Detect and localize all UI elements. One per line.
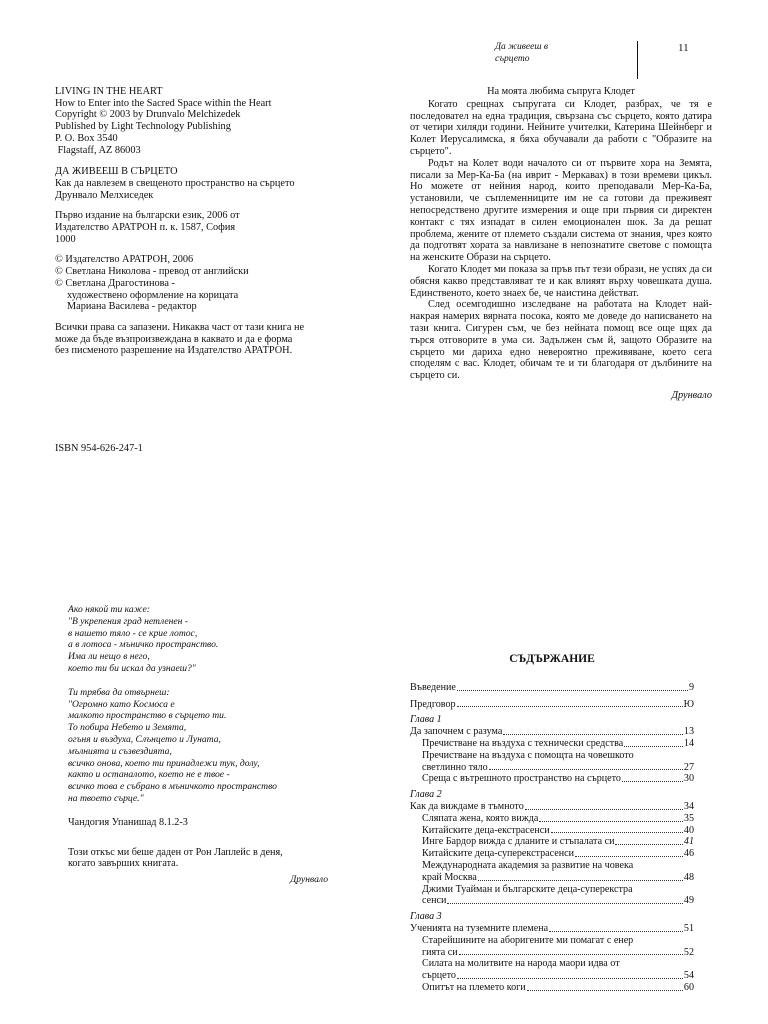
dedication-paragraph: Когато Клодет ми показа за пръв път тези образи, не успях да си обясня какво представляват те и как влияят върху човешката душа. Единственото, което знаех бе, че наистина действат.	[410, 263, 712, 299]
toc-entry-page: 14	[683, 737, 694, 749]
toc-entry-title: Китайските деца-суперекстрасенси	[422, 848, 574, 860]
toc-entry[interactable]	[410, 699, 694, 711]
poem-line: Има ли нещо в него,	[68, 651, 150, 663]
toc-title: СЪДЪРЖАНИЕ	[509, 653, 595, 665]
toc-entry-title-cont: сърцето	[422, 970, 456, 982]
toc-entry-title-cont: гията си	[422, 946, 458, 958]
toc-entry[interactable]	[410, 836, 694, 848]
toc-entry[interactable]	[410, 726, 694, 738]
epigraph-source: Чандогия Упанишад 8.1.2-3	[68, 816, 188, 828]
toc-chapter-label: Глава 3	[410, 911, 442, 923]
epigraph-note-line: Този откъс ми беше даден от Рон Лаплейс в деня,	[68, 846, 283, 858]
toc-entry-page: 30	[683, 773, 694, 785]
isbn: ISBN 954-626-247-1	[55, 443, 143, 454]
toc-entry-page: 41	[683, 836, 694, 848]
poem-line: мълнията и съзвездията,	[68, 745, 172, 757]
copyright-line: 1000	[55, 233, 76, 245]
epigraph	[68, 604, 328, 886]
toc-entry-page: 51	[683, 922, 694, 934]
poem-line: което ти би искал да узнаеш?"	[68, 662, 196, 674]
poem-line: огъня и въздуха, Слънцето и Луната,	[68, 733, 221, 745]
toc-entry-title: Старейшините на аборигените ми помагат с енер	[422, 934, 634, 946]
epigraph-note-line: когато завърших книгата.	[68, 858, 179, 870]
poem-line: а в лотоса - мъничко пространство.	[68, 639, 219, 651]
poem-line: всичко онова, което ти принадлежи тук, долу,	[68, 757, 260, 769]
copyright-line: Издателство АРАТРОН п. к. 1587, София	[55, 222, 236, 234]
copyright-line: Flagstaff, AZ 86003	[55, 144, 141, 156]
dedication-signature: Друнвало	[671, 389, 712, 401]
toc-entry-page: 9	[688, 681, 694, 693]
copyright-line: Как да навлезем в свещеното пространство на сърцето	[55, 177, 295, 189]
toc-entry[interactable]	[410, 982, 694, 994]
copyright-block	[55, 86, 345, 357]
toc-entry-page: 13	[683, 726, 694, 738]
rights-line: Всички права са запазени. Никаква част от тази книга не	[55, 321, 305, 333]
toc-entry-page: 49	[683, 895, 694, 907]
copyright-line: художествено оформление на корицата	[67, 289, 239, 301]
toc-entry-title: Силата на молитвите на народа маори идва от	[422, 958, 620, 970]
toc-chapter-label: Глава 1	[410, 714, 442, 726]
toc-entry-title: Пречистване на въздуха с технически средства	[422, 737, 624, 749]
toc-entry-title: Пречистване на въздуха с помощта на човешкото	[422, 749, 634, 761]
toc-entry-page: 46	[683, 848, 694, 860]
toc-entry[interactable]	[410, 935, 694, 959]
rights-line: без писменото разрешение на Издателство АРАТРОН.	[55, 345, 293, 357]
toc-entry[interactable]	[410, 958, 694, 982]
poem-line: То побира Небето и Земята,	[68, 722, 187, 734]
toc-entry-page: 34	[683, 800, 694, 812]
running-title-line-2: сърцето	[495, 54, 530, 64]
copyright-line: Мариана Василева - редактор	[67, 301, 197, 313]
toc-entry-title-cont: светлинно тяло	[422, 761, 488, 773]
copyright-line: Първо издание на български език, 2006 от	[55, 210, 240, 222]
dedication-paragraph: След осемгодишно изследване на работата на Клодет най-накрая намерих вярната посока, която ме доведе до написването на тази книга. Сигурен съм, че без нейната помощ все още щях да търся отговорите в ума си. Задължен съм й, защото Образите на сърцето ми дариха едно невероятно преживяване, което сега споделям с вас. Клодет, обичам те и ти благодаря от дълбините на сърцето си.	[410, 299, 712, 382]
copyright-line: Published by Light Technology Publishing	[55, 121, 231, 133]
toc-chapter-label: Глава 2	[410, 789, 442, 801]
copyright-line: © Светлана Драгостинова -	[55, 277, 175, 289]
toc-entry-page: 40	[683, 824, 694, 836]
poem-line: Ти трябва да отвърнеш:	[68, 686, 170, 698]
page-number: 11	[678, 42, 689, 54]
running-title	[495, 41, 625, 65]
toc-entry-page: 54	[683, 970, 694, 982]
toc-entry-title-cont: край Москва	[422, 871, 477, 883]
running-title-line-1: Да живееш в	[495, 42, 548, 52]
toc-entry[interactable]	[410, 860, 694, 884]
toc-entry-title: Как да виждаме в тъмното	[410, 800, 524, 812]
toc-entry-title: Въведение	[410, 681, 456, 693]
rights-line: може да бъде възпроизвеждана в каквато и да е форма	[55, 333, 293, 345]
dedication	[410, 86, 712, 402]
copyright-line: ДА ЖИВЕЕШ В СЪРЦЕТО	[55, 166, 178, 178]
toc-entry-title: Джими Туайман и българските деца-суперекстра	[422, 883, 633, 895]
toc-entry[interactable]	[410, 884, 694, 908]
dedication-paragraph: Родът на Колет води началото си от първите хора на Земята, писали за Мер-Ка-Ба (на иврит - Меркавах) в този времеви цикъл. Но можете от нейния народ, които преподавали Мер-Ка-Ба, установили, че съплеменниците им не са готови да преживеят непосредствено другите измерения и още при първия си директен контакт с тях изпадат в силен емоционален шок. За да решат проблема, жените от племето създали система от знания, чрез която да подготвят хората за навлизане в непознатите светове с помощта на женските Образи на сърцето.	[410, 157, 712, 264]
copyright-line: Друнвало Мелхиседек	[55, 189, 154, 201]
toc-entry[interactable]	[410, 738, 694, 750]
toc-entry-title: Инге Бардор вижда с дланите и стъпалата си	[422, 836, 615, 848]
poem-line: "Огромно като Космоса е	[68, 698, 175, 710]
toc-entry-page: 60	[683, 981, 694, 993]
dedication-paragraph: Когато срещнах съпругата си Клодет, разбрах, че тя е последовател на една традиция, свързана със сърцето, която датира от четири хиляди години. Нейните учителки, Катерина Шейнберг и Колет Иерусалимска, я бяха обучавали да работи с "Образите на сърцето".	[410, 98, 712, 157]
poem-line: "В укрепения град нетленен -	[68, 615, 189, 627]
toc-entry-page: 48	[683, 871, 694, 883]
toc-entry[interactable]	[410, 750, 694, 774]
toc-entry-title: Среща с вътрешното пространство на сърцето	[422, 773, 621, 785]
toc-entry-title: Предговор	[410, 698, 456, 710]
dedication-title: На моята любима съпруга Клодет	[487, 86, 635, 97]
toc-entry-page: 27	[683, 761, 694, 773]
toc-entry[interactable]	[410, 773, 694, 785]
toc-entry-title: Китайските деца-екстрасенси	[422, 824, 550, 836]
toc-entry-title-cont: сенси	[422, 895, 447, 907]
toc-entry[interactable]	[410, 813, 694, 825]
poem-line: на твоето сърце."	[68, 792, 144, 804]
toc-entry[interactable]	[410, 801, 694, 813]
toc-entry-title: Ученията на туземните племена	[410, 922, 549, 934]
toc-entry[interactable]	[410, 923, 694, 935]
table-of-contents	[410, 654, 694, 994]
toc-entry-page: 35	[683, 812, 694, 824]
poem-line: в нашето тяло - се крие лотос,	[68, 627, 198, 639]
copyright-line: P. O. Box 3540	[55, 132, 118, 144]
toc-entry-title: Опитът на племето коги	[422, 981, 526, 993]
toc-entry-page: 52	[683, 946, 694, 958]
copyright-line: © Издателство АРАТРОН, 2006	[55, 254, 194, 266]
copyright-line: Copyright © 2003 by Drunvalo Melchizedek	[55, 109, 241, 121]
poem-line: всичко това е събрано в мъничкото пространство	[68, 781, 277, 793]
toc-entry-title: Международната академия за развитие на човека	[422, 859, 634, 871]
toc-entry-page: Ю	[683, 698, 694, 710]
copyright-line: © Светлана Николова - превод от английски	[55, 266, 249, 278]
toc-entry[interactable]	[410, 682, 694, 694]
toc-entry-title: Да започнем с разума	[410, 726, 503, 738]
header-divider	[637, 41, 638, 79]
toc-entry[interactable]	[410, 848, 694, 860]
epigraph-signature: Друнвало	[290, 874, 328, 886]
poem-line: малкото пространство в сърцето ти.	[68, 710, 227, 722]
copyright-line: LIVING IN THE HEART	[55, 86, 163, 97]
poem-line: както и останалото, което не е твое -	[68, 769, 230, 781]
toc-entry-title: Сляпата жена, която вижда	[422, 812, 539, 824]
poem-line: Ако някой ти каже:	[68, 604, 150, 615]
toc-entry[interactable]	[410, 825, 694, 837]
copyright-line: How to Enter into the Sacred Space within the Heart	[55, 97, 272, 109]
